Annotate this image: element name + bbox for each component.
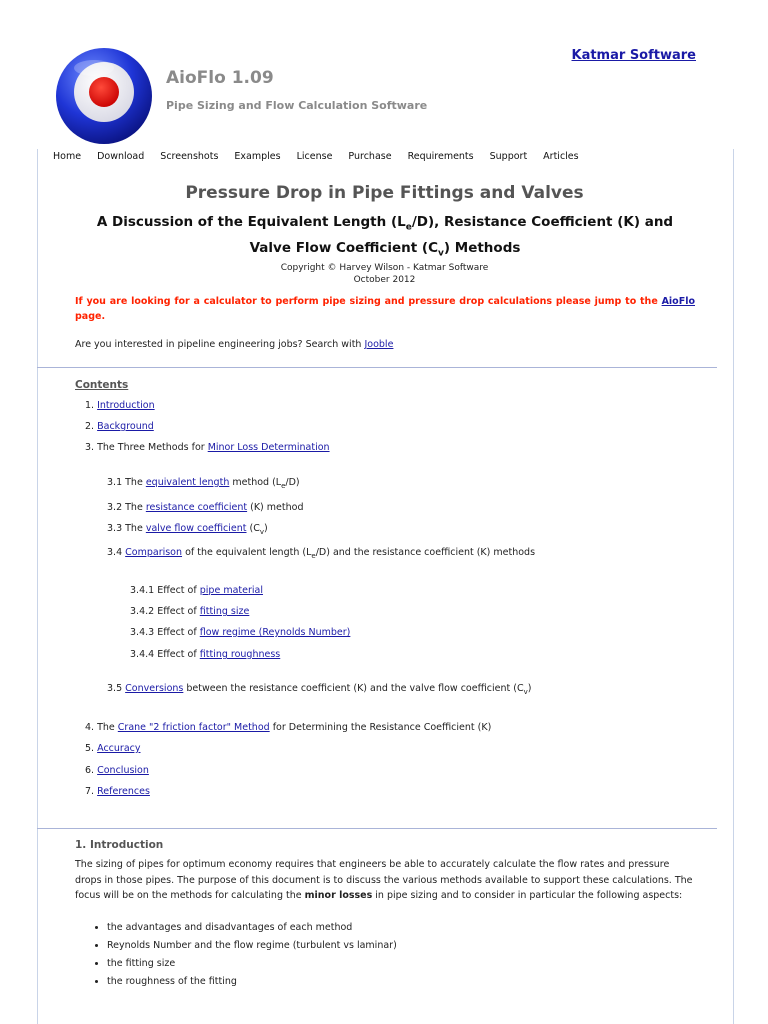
page-subtitle: A Discussion of the Equivalent Length $(L_e/D)$, Resistance Coefficient (K) and Valve Flow Coefficient $(C_v)$ Methods [96, 214, 674, 259]
nav-download[interactable]: Download [97, 151, 145, 162]
copyright-notice: Copyright © Harvey Wilson - Katmar Software October 2012 [280, 263, 489, 285]
contents-heading: Contents [75, 379, 129, 391]
toc-link-crane-method[interactable]: Crane "2 friction factor" Method [117, 722, 270, 733]
toc-item-1: 1. Introduction [85, 400, 155, 411]
calculator-notice: If you are looking for a calculator to perform pipe sizing and pressure drop calculations please jump to the AioFlo page. [75, 296, 695, 322]
app-title: AioFlo 1.09 [166, 68, 274, 88]
toc-item-5: 5. Accuracy [85, 743, 141, 754]
toc-item-3-4-2: 3.4.2 Effect of fitting size [130, 606, 250, 617]
toc-item-7: 7. References [85, 786, 150, 797]
toc-link-fitting-roughness[interactable]: fitting roughness [199, 649, 281, 660]
toc-item-3-4: 3.4 Comparison of the equivalent length $(L_e/D)$ and the resistance coefficient (K) methods [107, 547, 536, 560]
jooble-link[interactable]: Jooble [364, 339, 394, 350]
toc-item-3-1: 3.1 The equivalent length method $(L_e/D)$ [107, 477, 300, 490]
toc-item-3-4-3: 3.4.3 Effect of flow regime (Reynolds Number) [130, 627, 351, 638]
toc-item-2: 2. Background [85, 421, 154, 432]
nav-requirements[interactable]: Requirements [407, 151, 474, 162]
intro-paragraph: The sizing of pipes for optimum economy requires that engineers be able to accurately calculate the flow rates and pressure drops in those pipes. The purpose of this document is to discuss the various methods available to support these calculations. The focus will be on the methods for calculating the minor losses in pipe sizing and to consider in particular the following aspects: [75, 859, 693, 901]
toc-link-conclusion[interactable]: Conclusion [97, 765, 149, 776]
toc-link-valve-flow-coefficient[interactable]: valve flow coefficient [145, 523, 247, 534]
katmar-software-link[interactable]: Katmar Software [571, 48, 696, 63]
intro-bullet-list [90, 919, 397, 991]
toc-item-3-3: 3.3 The valve flow coefficient $(C_v)$ [107, 523, 268, 536]
toc-link-introduction[interactable]: Introduction [97, 400, 155, 411]
toc-link-background[interactable]: Background [97, 421, 154, 432]
list-item: • the roughness of the fitting [107, 973, 397, 991]
toc-link-equivalent-length[interactable]: equivalent length [145, 477, 230, 488]
toc-link-accuracy[interactable]: Accuracy [97, 743, 141, 754]
toc-link-fitting-size[interactable]: fitting size [199, 606, 250, 617]
toc-link-minor-loss[interactable]: Minor Loss Determination [207, 442, 330, 453]
list-item: • the advantages and disadvantages of each method [107, 919, 397, 937]
aioflo-link[interactable]: AioFlo [661, 296, 695, 307]
divider [37, 367, 717, 368]
toc-item-4: 4. The Crane "2 friction factor" Method for Determining the Resistance Coefficient (K) [85, 722, 492, 733]
nav-screenshots[interactable]: Screenshots [160, 151, 219, 162]
nav-articles[interactable]: Articles [543, 151, 579, 162]
toc-link-resistance-coefficient[interactable]: resistance coefficient [145, 502, 248, 513]
divider [37, 828, 717, 829]
jobs-notice: Are you interested in pipeline engineering jobs? Search with Jooble [75, 339, 394, 350]
nav-license[interactable]: License [296, 151, 333, 162]
aioflo-logo [54, 46, 154, 146]
nav-examples[interactable]: Examples [234, 151, 281, 162]
page-title: Pressure Drop in Pipe Fittings and Valves [185, 183, 584, 203]
toc-item-3-4-4: 3.4.4 Effect of fitting roughness [130, 649, 281, 660]
toc-item-3: 3. The Three Methods for Minor Loss Determination [85, 442, 330, 453]
nav-purchase[interactable]: Purchase [348, 151, 392, 162]
toc-item-6: 6. Conclusion [85, 765, 149, 776]
toc-link-comparison[interactable]: Comparison [125, 547, 183, 558]
nav-support[interactable]: Support [489, 151, 528, 162]
list-item: • Reynolds Number and the flow regime (turbulent vs laminar) [107, 937, 397, 955]
nav-home[interactable]: Home [53, 151, 82, 162]
main-nav [53, 151, 595, 162]
toc-link-pipe-material[interactable]: pipe material [199, 585, 263, 596]
toc-link-flow-regime[interactable]: flow regime (Reynolds Number) [199, 627, 351, 638]
toc-item-3-4-1: 3.4.1 Effect of pipe material [130, 585, 263, 596]
toc-link-conversions[interactable]: Conversions [125, 683, 184, 694]
toc-item-3-5: 3.5 Conversions between the resistance coefficient (K) and the valve flow coefficient $(C_v)$ [107, 683, 532, 696]
section-heading-introduction: 1. Introduction [75, 839, 164, 851]
app-subtitle: Pipe Sizing and Flow Calculation Software [166, 99, 428, 112]
list-item: • the fitting size [107, 955, 397, 973]
toc-item-3-2: 3.2 The resistance coefficient (K) method [107, 502, 304, 513]
toc-link-references[interactable]: References [97, 786, 150, 797]
